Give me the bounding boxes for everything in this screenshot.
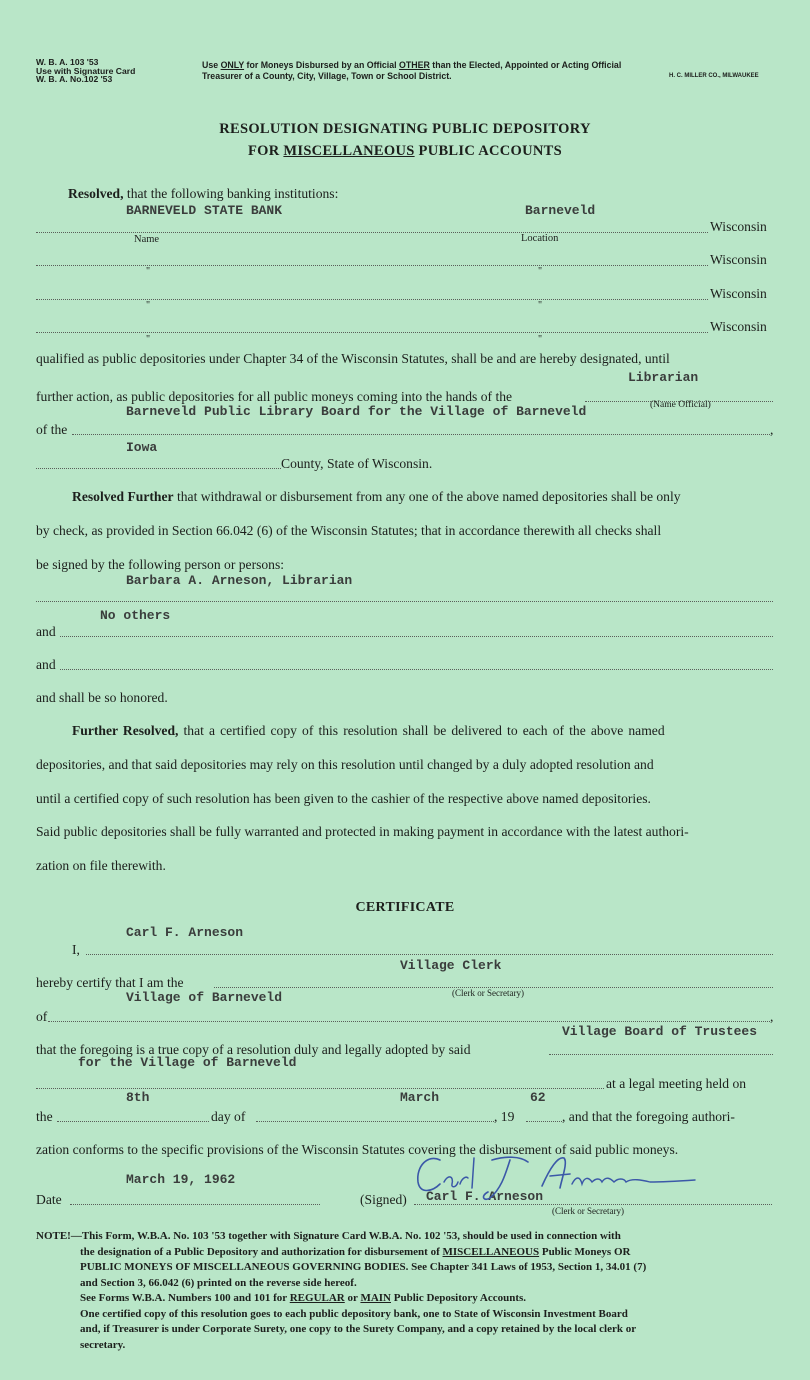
county-label: County, State of Wisconsin. bbox=[281, 456, 433, 471]
of-label: of bbox=[36, 1009, 48, 1024]
further-resolved-line4: Said public depositories shall be fully warranted and protected in making payment in accordance with the latest authori- bbox=[36, 824, 689, 839]
certifier-name: Carl F. Arneson bbox=[126, 925, 244, 940]
month-line bbox=[256, 1121, 494, 1122]
hereby-text: hereby certify that I am the bbox=[36, 975, 184, 990]
official-body: Barneveld Public Library Board for the Village of Barneveld bbox=[126, 404, 587, 419]
meeting-month: March bbox=[400, 1090, 440, 1105]
wisconsin-1: Wisconsin bbox=[710, 219, 767, 234]
signer-line-1 bbox=[36, 601, 773, 602]
meeting-text: at a legal meeting held on bbox=[606, 1076, 747, 1091]
form-code-line: W. B. A. 103 '53 bbox=[36, 57, 99, 67]
of-the-label: of the bbox=[36, 422, 68, 437]
wisconsin-3: Wisconsin bbox=[710, 286, 767, 301]
resolved-further-line2: by check, as provided in Section 66.042 (6) of the Wisconsin Statutes; that in accordance therewith all checks shall bbox=[36, 523, 662, 538]
meeting-year: 62 bbox=[530, 1090, 546, 1105]
year-label: , 19 bbox=[494, 1109, 515, 1124]
form-page: W. B. A. 103 '53 Use with Signature Card W. B. A. No.102 '53 Use ONLY for Moneys Disbursed by an Official OTHER than the Elected, Appointed or Acting Official Treasurer of a County, City, Village, Town or School District. H. C. MILLER CO., MILWAUKEE RESOLUTION DESIGNATING PUBLIC DEPOSITORY FOR MISCELLANEOUS PUBLIC ACCOUNTS Resolved, that the following banking institutions: BARNEVELD STATE BANK Barneveld Wisconsin Name Location Wisconsin " " Wisconsin " " Wisconsin " " qualified as public depositories under Chapter 34 of the Wisconsin Statutes, shall be and are hereby designated, until Librarian further action, as public depositories for all public moneys coming into the hands of the Barneveld Public Library Board for the Village of Barneveld (Name Official) of the , Iowa County, State of Wisconsin. Resolved Further that withdrawal or disbursement from any one of the above named depositories shall be only by check, as provided in Section 66.042 (6) of the Wisconsin Statutes; that in accordance therewith all checks shall be signed by the following person or persons: Barbara A. Arneson, Librarian No others and and and shall be so honored. Further Resolved, that a certified copy of this resolution shall be delivered to each of the above named depositories, and that said depositories may rely on this resolution until changed by a duly adopted resolution and until a certified copy of such resolution has been given to the cashier of the respective above named depositories. Said public depositories shall be fully warranted and protected in making payment in accordance with the latest authori- zation on file therewith. CERTIFICATE Carl F. Arneson I, Village Clerk hereby certify that I am the (Clerk or Secretary) Village of Barneveld of , Village Board of Trustees that the foregoing is a true copy of a resolution duly and legally adopted by said for the Village of Barneveld at a legal meeting held on 8th March 62 the day of , 19 , and that the foregoing authori- zation conforms to the specific provisions of the Wisconsin Statutes covering the disbursement of said public moneys. March 19, 1962 Date (Signed) Carl F. Arneson (Clerk or Secretary) NOTE!—This Form, W.B.A. No. 103 '53 together with Signature Card W.B.A. No. 102 '53, should be used in connection with the designation of a Public Depository and authorization for disbursement of MISCELLANEOUS Public Moneys OR PUBLIC MONEYS OF MISCELLANEOUS GOVERNING BODIES. See Chapter 341 Laws of 1953, Section 1, 34.01 (7) and Section 3, 66.042 (6) printed on the reverse side hereof. See Forms W.B.A. Numbers 100 and 101 for REGULAR or MAIN Public Depository Accounts. One certified copy of this resolution goes to each public depository bank, one to State of Wisconsin Investment Board and, if Treasurer is under Corporate Surety, one copy to the Surety Company, and a copy retained by the local clerk or secretary. bbox=[0, 0, 810, 1380]
resolved-para-line1: qualified as public depositories under Chapter 34 of the Wisconsin Statutes, shall be and are hereby designated, until bbox=[36, 351, 670, 366]
bank-location: Barneveld bbox=[525, 203, 596, 218]
ditto-mark: " bbox=[146, 334, 151, 345]
and-label: and bbox=[36, 657, 56, 672]
county-name: Iowa bbox=[126, 440, 158, 455]
of-line bbox=[48, 1021, 770, 1022]
name-official-label: (Name Official) bbox=[650, 400, 711, 410]
further-resolved-line3: until a certified copy of such resolution has been given to the cashier of the respective above named depositories. bbox=[36, 791, 651, 806]
foregoing-text: that the foregoing is a true copy of a resolution duly and legally adopted by said bbox=[36, 1042, 471, 1057]
board-name-1: Village Board of Trustees bbox=[562, 1024, 758, 1039]
the-label: the bbox=[36, 1109, 53, 1124]
of-the-line bbox=[72, 434, 770, 435]
bank-line-1 bbox=[36, 232, 708, 233]
signer-1: Barbara A. Arneson, Librarian bbox=[126, 573, 353, 588]
day-of-label: day of bbox=[211, 1109, 246, 1124]
resolved-lead: Resolved, that the following banking institutions: bbox=[68, 186, 339, 201]
date-label: Date bbox=[36, 1192, 62, 1207]
date-line bbox=[70, 1204, 320, 1205]
resolved-further-line3: be signed by the following person or persons: bbox=[36, 557, 285, 572]
role-label: (Clerk or Secretary) bbox=[452, 988, 524, 998]
ditto-mark: " bbox=[146, 300, 151, 311]
ditto-mark: " bbox=[538, 266, 543, 277]
honored-text: and shall be so honored. bbox=[36, 690, 168, 705]
ditto-mark: " bbox=[538, 300, 543, 311]
authori-text: , and that the foregoing authori- bbox=[562, 1109, 735, 1124]
wisconsin-4: Wisconsin bbox=[710, 319, 767, 334]
signer-line-2 bbox=[60, 636, 773, 637]
and-label: and bbox=[36, 624, 56, 639]
form-code-line: W. B. A. No.102 '53 bbox=[36, 74, 113, 85]
certifier-role: Village Clerk bbox=[400, 958, 502, 973]
year-line bbox=[526, 1121, 562, 1122]
further-resolved-line2: depositories, and that said depositories may rely on this resolution until changed by a duly adopted resolution and bbox=[36, 757, 654, 772]
signed-typed-name: Carl F. Arneson bbox=[426, 1189, 544, 1204]
bank-line-3 bbox=[36, 299, 708, 300]
use-only-notice: Use ONLY for Moneys Disbursed by an Official OTHER than the Elected, Appointed or Acting Official Treasurer of a County, City, Village, Town or School District. bbox=[202, 60, 622, 81]
bank-line-4 bbox=[36, 332, 708, 333]
ditto-mark: " bbox=[538, 334, 543, 345]
signer-line-3 bbox=[60, 669, 773, 670]
resolved-para-line2: further action, as public depositories for all public moneys coming into the hands of the bbox=[36, 389, 513, 404]
document-title: RESOLUTION DESIGNATING PUBLIC DEPOSITORY FOR MISCELLANEOUS PUBLIC ACCOUNTS bbox=[219, 121, 591, 159]
of-value: Village of Barneveld bbox=[126, 990, 283, 1005]
signed-label: (Signed) bbox=[360, 1192, 407, 1207]
form-codes bbox=[36, 58, 135, 84]
conforms-text: zation conforms to the specific provisions of the Wisconsin Statutes covering the disbursement of said public moneys. bbox=[36, 1142, 679, 1157]
note-label: NOTE! bbox=[36, 1230, 71, 1242]
certifier-line bbox=[86, 954, 773, 955]
board-line-2 bbox=[36, 1088, 604, 1089]
handwritten-signature bbox=[410, 1148, 700, 1208]
ditto-mark: " bbox=[146, 266, 151, 277]
resolved-further-line1: Resolved Further that withdrawal or disbursement from any one of the above named depositories shall be only bbox=[72, 489, 681, 504]
board-line-1 bbox=[549, 1054, 773, 1055]
name-label: Name bbox=[134, 234, 160, 245]
board-name-2: for the Village of Barneveld bbox=[78, 1055, 297, 1070]
signed-sub-label: (Clerk or Secretary) bbox=[552, 1206, 624, 1216]
further-resolved-line5: zation on file therewith. bbox=[36, 858, 166, 873]
certificate-heading: CERTIFICATE bbox=[355, 900, 455, 915]
i-label: I, bbox=[72, 942, 80, 957]
note-block: NOTE!—This Form, W.B.A. No. 103 '53 together with Signature Card W.B.A. No. 102 '53, should be used in connection with the designation of a Public Depository and authorization for disbursement of MISCELLANEOUS Public Moneys OR PUBLIC MONEYS OF MISCELLANEOUS GOVERNING BODIES. See Chapter 341 Laws of 1953, Section 1, 34.01 (7) and Section 3, 66.042 (6) printed on the reverse side hereof. See Forms W.B.A. Numbers 100 and 101 for REGULAR or MAIN Public Depository Accounts. One certified copy of this resolution goes to each public depository bank, one to State of Wisconsin Investment Board and, if Treasurer is under Corporate Surety, one copy to the Surety Company, and a copy retained by the local clerk or secretary. bbox=[36, 1230, 647, 1351]
printer-credit: H. C. MILLER CO., MILWAUKEE bbox=[669, 73, 759, 79]
date-value: March 19, 1962 bbox=[126, 1172, 236, 1187]
day-line bbox=[57, 1121, 209, 1122]
bank-name: BARNEVELD STATE BANK bbox=[126, 203, 283, 218]
further-resolved-line1: Further Resolved, that a certified copy of this resolution shall be delivered to each of the above named bbox=[72, 723, 665, 738]
signer-2: No others bbox=[100, 608, 171, 623]
form-code-line: Use with Signature Card bbox=[36, 65, 136, 76]
location-label: Location bbox=[521, 233, 559, 244]
meeting-day: 8th bbox=[126, 1090, 150, 1105]
county-line bbox=[36, 468, 281, 469]
wisconsin-2: Wisconsin bbox=[710, 252, 767, 267]
official-name: Librarian bbox=[628, 370, 699, 385]
bank-line-2 bbox=[36, 265, 708, 266]
